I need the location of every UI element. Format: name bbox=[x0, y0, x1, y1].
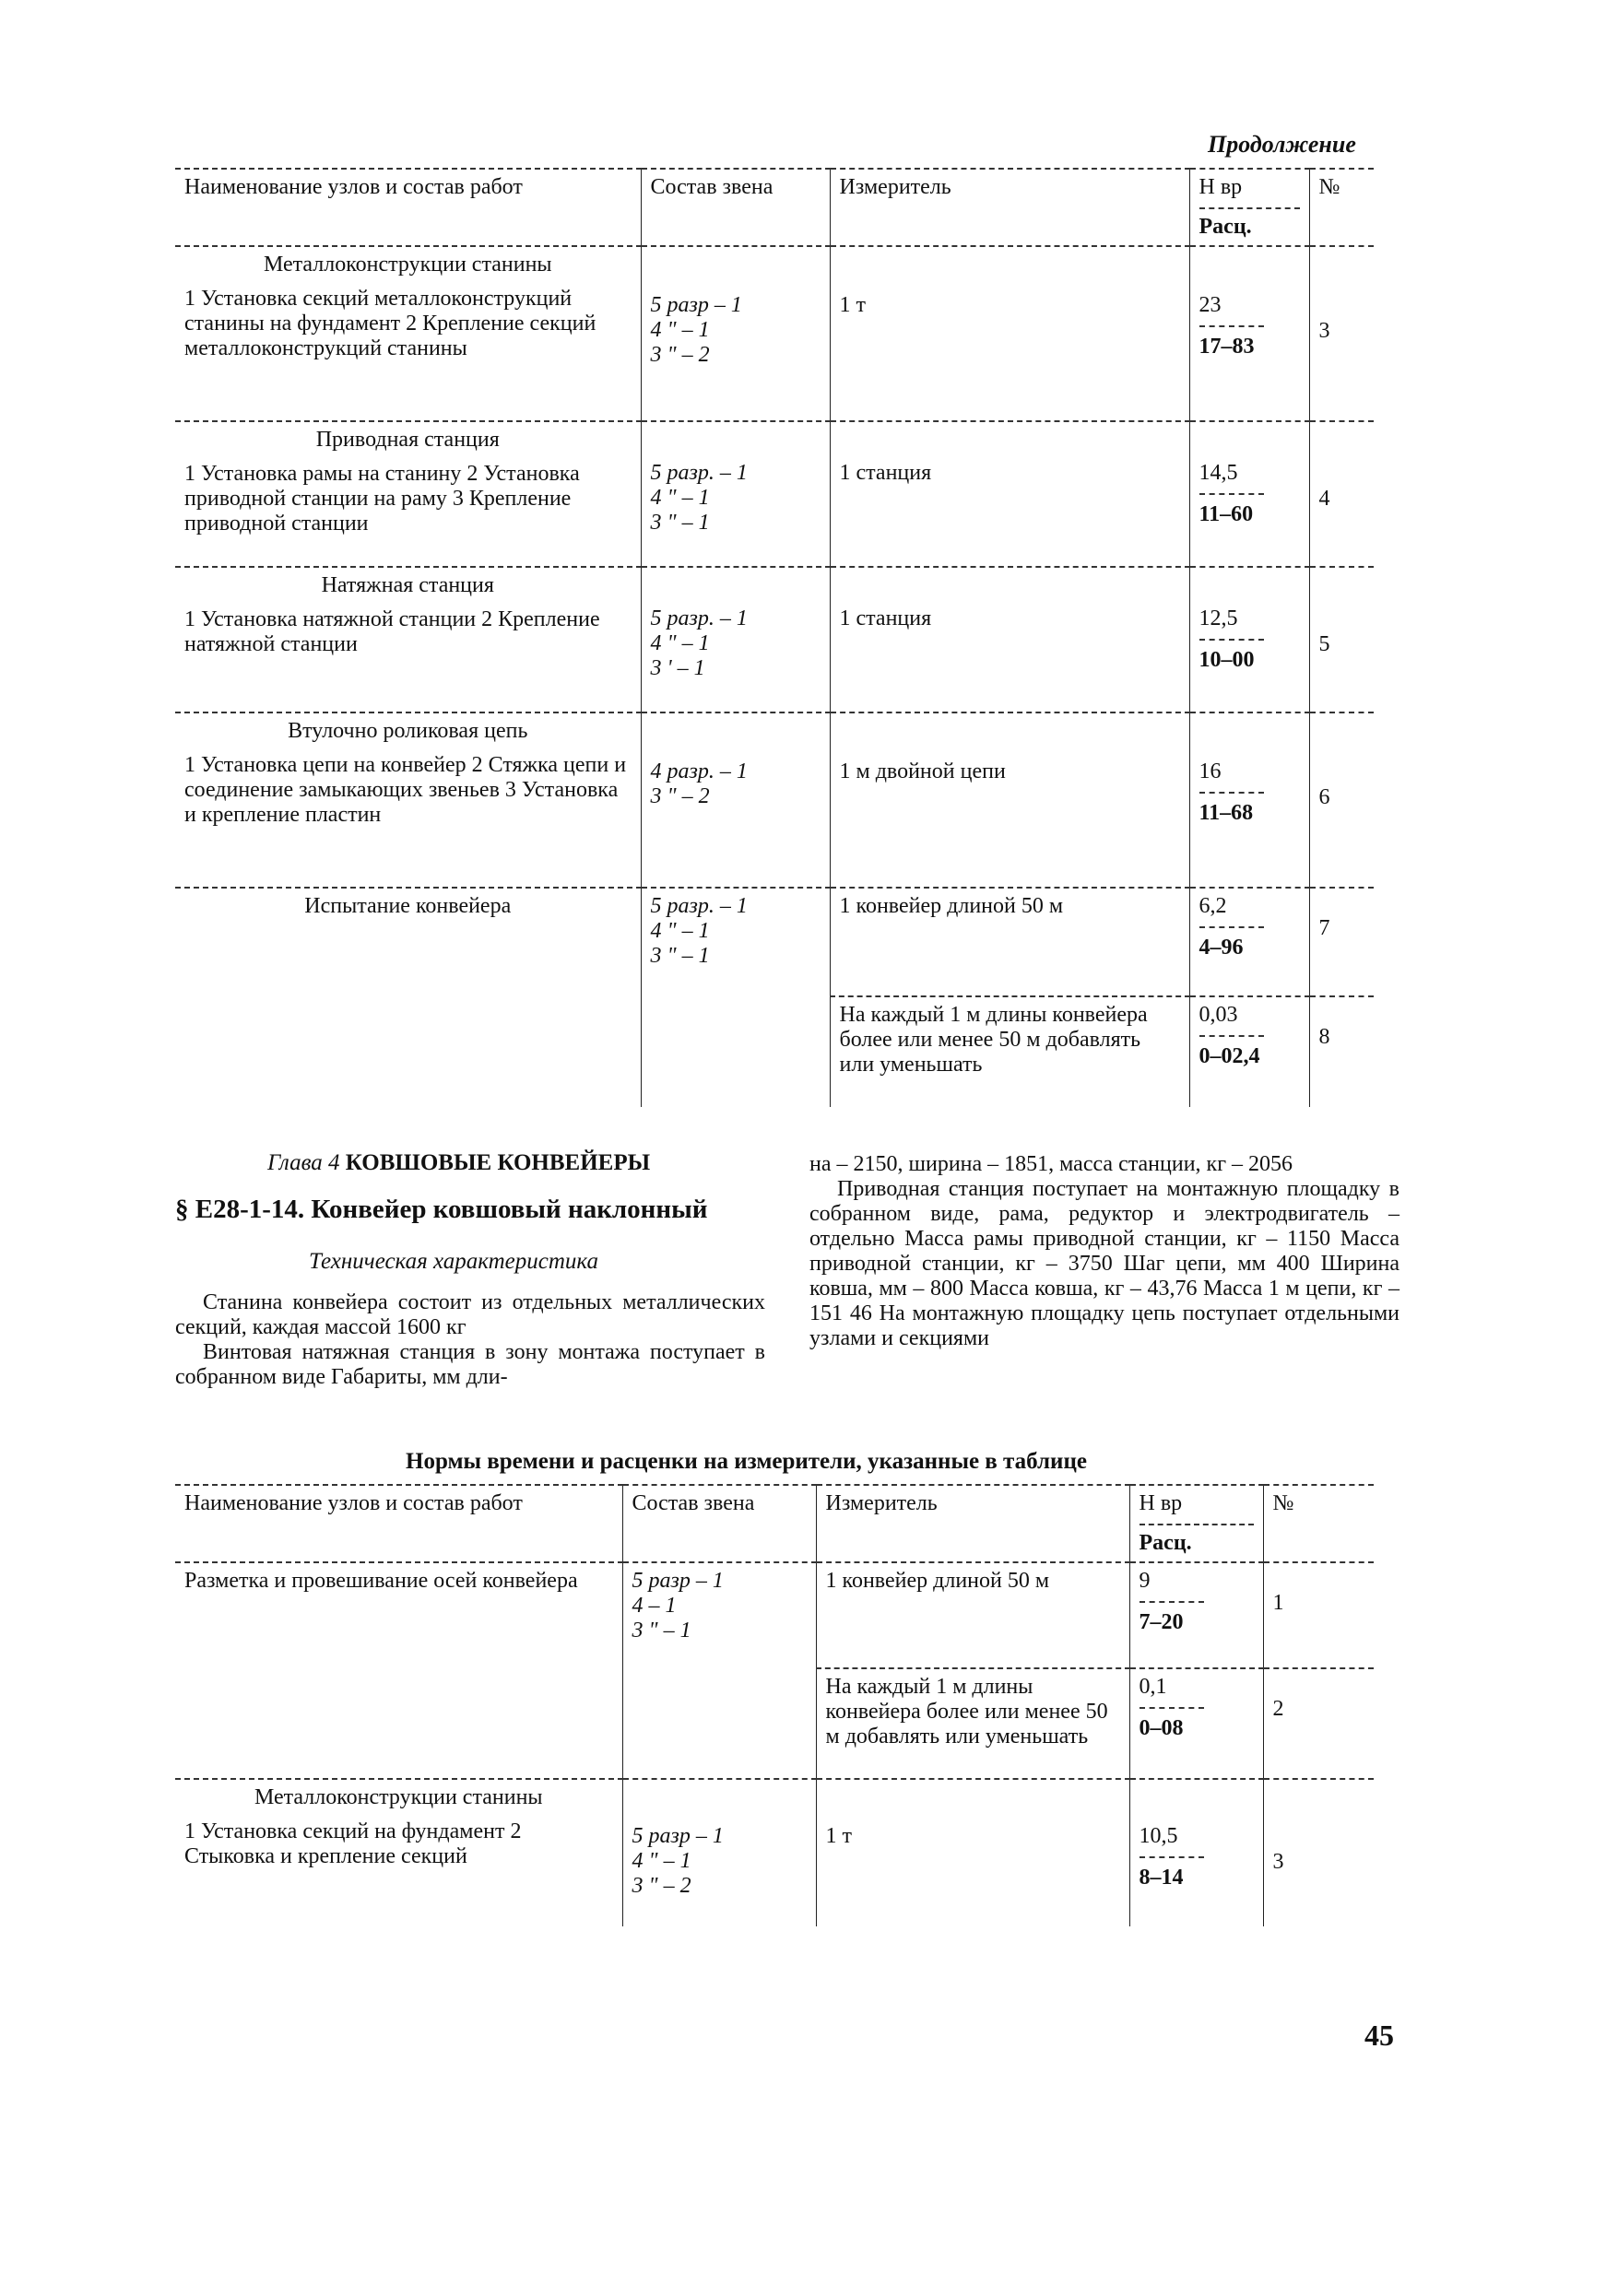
norm-cell: 16 11–68 bbox=[1189, 712, 1309, 888]
right-text-column bbox=[809, 1152, 1399, 1351]
row-number: 1 bbox=[1263, 1562, 1374, 1668]
work-description: 1 Установка рамы на станину 2 Установка приводной станции на раму 3 Крепление приводной станции bbox=[184, 462, 580, 536]
row-number: 3 bbox=[1263, 1779, 1374, 1926]
row-number: 4 bbox=[1309, 421, 1374, 567]
work-description: 1 Установка секций металлоконструкций станины на фундамент 2 Крепление секций металлоконструкций станины bbox=[184, 287, 596, 360]
crew-cell: 5 разр. – 1 4 " – 1 3 " – 1 bbox=[641, 421, 830, 567]
group-title: Металлоконструкции станины bbox=[263, 253, 552, 277]
crew-cell: 5 разр. – 1 4 " – 1 3 " – 1 bbox=[641, 888, 830, 1107]
measure-cell: 1 т bbox=[816, 1779, 1129, 1926]
row-number: 7 bbox=[1309, 888, 1374, 996]
norms-table-continued bbox=[175, 168, 1374, 1107]
group-title: Приводная станция bbox=[315, 428, 500, 452]
norm-cell: 9 7–20 bbox=[1129, 1562, 1263, 1668]
page-number: 45 bbox=[1364, 2019, 1394, 2052]
norm-cell: 10,5 8–14 bbox=[1129, 1779, 1263, 1926]
row-number: 3 bbox=[1309, 246, 1374, 421]
group-title: Металлоконструкции станины bbox=[254, 1785, 543, 1809]
continuation-label: Продолжение bbox=[1208, 131, 1356, 158]
header-crew: Состав звена bbox=[622, 1485, 816, 1562]
norm-cell: 12,5 10–00 bbox=[1189, 567, 1309, 712]
table-row bbox=[175, 246, 1374, 421]
measure-cell: 1 т bbox=[830, 246, 1189, 421]
group-title: Натяжная станция bbox=[321, 573, 494, 597]
header-measure: Измеритель bbox=[816, 1485, 1129, 1562]
work-description: 1 Установка натяжной станции 2 Крепление натяжной станции bbox=[184, 607, 600, 656]
norm-cell: 23 17–83 bbox=[1189, 246, 1309, 421]
norm-cell: 14,5 11–60 bbox=[1189, 421, 1309, 567]
header-num: № bbox=[1309, 169, 1374, 246]
crew-cell: 5 разр. – 1 4 " – 1 3 ' – 1 bbox=[641, 567, 830, 712]
measure-cell: 1 м двойной цепи bbox=[830, 712, 1189, 888]
paragraph: на – 2150, ширина – 1851, масса станции, кг – 2056 bbox=[809, 1152, 1293, 1176]
group-title: Втулочно роликовая цепь bbox=[288, 719, 528, 743]
header-name: Наименование узлов и состав работ bbox=[175, 1485, 622, 1562]
row-number: 2 bbox=[1263, 1668, 1374, 1779]
measure-cell: На каждый 1 м длины конвейера более или менее 50 м добавлять или уменьшать bbox=[830, 996, 1189, 1107]
row-number: 8 bbox=[1309, 996, 1374, 1107]
header-measure: Измеритель bbox=[830, 169, 1189, 246]
norms-table bbox=[175, 1484, 1374, 1926]
norm-cell: 0,03 0–02,4 bbox=[1189, 996, 1309, 1107]
measure-cell: 1 конвейер длиной 50 м bbox=[816, 1562, 1129, 1668]
paragraph: Винтовая натяжная станция в зону монтажа поступает в собранном виде Габариты, мм дли- bbox=[175, 1340, 765, 1389]
header-crew: Состав звена bbox=[641, 169, 830, 246]
table-row bbox=[175, 1779, 1374, 1926]
subsection-title: Техническая характеристика bbox=[309, 1249, 599, 1274]
norm-cell: 0,1 0–08 bbox=[1129, 1668, 1263, 1779]
paragraph: Приводная станция поступает на монтажную площадку в собранном виде, рама, редуктор и электродвигатель – отдельно Масса рамы приводной станции, кг – 1150 Масса приводной станции, кг – 3750 Шаг цепи, мм 400 Ширина ковша, мм – 800 Масса ковша, кг – 43,76 Масса 1 м цепи, кг – 151 46 На монтажную площадку цепь поступает отдельными узлами и секциями bbox=[809, 1177, 1399, 1350]
row-number: 5 bbox=[1309, 567, 1374, 712]
measure-cell: 1 конвейер длиной 50 м bbox=[830, 888, 1189, 996]
table-header-row bbox=[175, 169, 1374, 246]
table-row bbox=[175, 712, 1374, 888]
table-row bbox=[175, 567, 1374, 712]
chapter-heading: Глава 4 КОВШОВЫЕ КОНВЕЙЕРЫ bbox=[267, 1150, 651, 1175]
header-norm: Н вр Расц. bbox=[1129, 1485, 1263, 1562]
crew-cell: 4 разр. – 1 3 " – 2 bbox=[641, 712, 830, 888]
row-number: 6 bbox=[1309, 712, 1374, 888]
work-description: Разметка и провешивание осей конвейера bbox=[184, 1569, 578, 1593]
crew-cell: 5 разр – 1 4 – 1 3 " – 1 bbox=[622, 1562, 816, 1779]
table-row bbox=[175, 888, 1374, 996]
table-row bbox=[175, 1562, 1374, 1668]
table-title: Нормы времени и расценки на измерители, указанные в таблице bbox=[406, 1449, 1087, 1474]
header-rate: Расц. bbox=[1140, 1524, 1254, 1556]
norm-cell: 6,2 4–96 bbox=[1189, 888, 1309, 996]
table-row bbox=[175, 421, 1374, 567]
work-description: 1 Установка секций на фундамент 2 Стыковка и крепление секций bbox=[184, 1819, 522, 1868]
header-name: Наименование узлов и состав работ bbox=[175, 169, 641, 246]
section-title: § Е28-1-14. Конвейер ковшовый наклонный bbox=[175, 1195, 708, 1224]
crew-cell: 5 разр – 1 4 " – 1 3 " – 2 bbox=[641, 246, 830, 421]
paragraph: Станина конвейера состоит из отдельных металлических секций, каждая массой 1600 кг bbox=[175, 1290, 765, 1339]
table-header-row bbox=[175, 1485, 1374, 1562]
work-description: 1 Установка цепи на конвейер 2 Стяжка цепи и соединение замыкающих звеньев 3 Установка и крепление пластин bbox=[184, 753, 627, 827]
measure-cell: На каждый 1 м длины конвейера более или менее 50 м добавлять или уменьшать bbox=[816, 1668, 1129, 1779]
header-rate: Расц. bbox=[1199, 207, 1300, 240]
left-text-column bbox=[175, 1290, 765, 1390]
header-num: № bbox=[1263, 1485, 1374, 1562]
measure-cell: 1 станция bbox=[830, 567, 1189, 712]
crew-cell: 5 разр – 1 4 " – 1 3 " – 2 bbox=[622, 1779, 816, 1926]
group-title: Испытание конвейера bbox=[304, 894, 512, 918]
measure-cell: 1 станция bbox=[830, 421, 1189, 567]
header-norm: Н вр Расц. bbox=[1189, 169, 1309, 246]
